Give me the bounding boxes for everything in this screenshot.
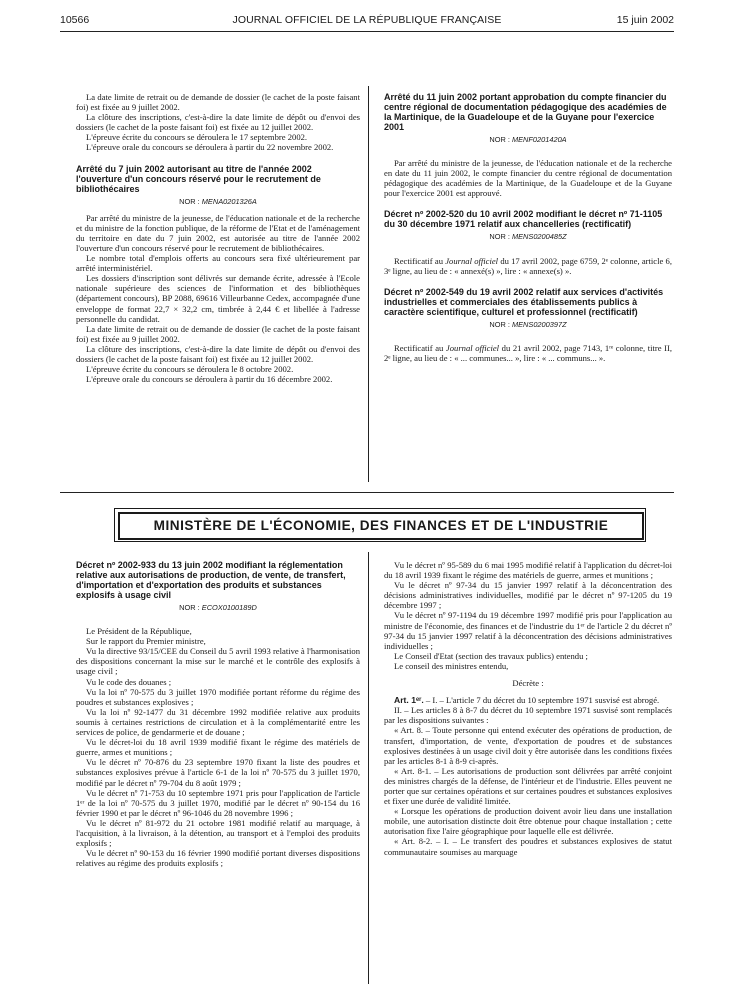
page-header — [60, 12, 674, 28]
bottom-left-column — [76, 560, 360, 868]
issue-date: 15 juin 2002 — [616, 14, 674, 26]
paragraph: Vu le décret nº 70-876 du 23 septembre 1970 fixant la liste des poudres et substances explosives prévue à l'article 6-1 de la loi nº 70-575 du 3 juillet 1970, modifié par le décret nº 79-704 du 8 août 1979 ; — [76, 757, 360, 788]
column-divider-top — [368, 86, 369, 482]
nor-code: ECOX0100189D — [201, 603, 257, 612]
article-label: Art. 1ᵉʳ. — [394, 695, 424, 706]
article-title: Décret nº 2002-933 du 13 juin 2002 modifiant la réglementation relative aux autorisations de production, de vente, de transfert, d'importation et d'exportation des produits et substances explosifs à usage civil — [76, 560, 346, 600]
paragraph: Le conseil des ministres entendu, — [394, 660, 509, 671]
paragraph: « Art. 8. – Toute personne qui entend exécuter des opérations de production, de transfert, d'importation, de vente, d'exportation de poudres et de substances explosives destinées à un usage civil doit y être autorisée dans les conditions fixées par les articles 8-1 à 8-9 ci-après. — [384, 725, 672, 766]
header-rule — [60, 31, 674, 32]
top-left-column — [76, 92, 360, 384]
article-title: Décret nº 2002-549 du 19 avril 2002 relatif aux services d'activités industrielles et commerciales des établissements publics à caractère scientifique, culturel et professionnel (rectificatif) — [384, 286, 664, 317]
paragraph: Vu le décret nº 95-589 du 6 mai 1995 modifié relatif à l'application du décret-loi du 18 avril 1939 fixant le régime des matériels de guerre, armes et munitions ; — [384, 560, 672, 581]
paragraph: Par arrêté du ministre de la jeunesse, de l'éducation nationale et de la recherche et du ministre de la fonction publique, de la réforme de l'Etat et de l'aménagement du territoire en date du 7 juin 2002, est autorisée au titre de l'année 2002 l'ouverture d'un concours réservé pour le recrutement de bibliothécaires. — [76, 212, 360, 253]
paragraph: II. – Les articles 8 à 8-7 du décret du 10 septembre 1971 susvisé sont remplacés par les dispositions suivantes : — [384, 705, 672, 726]
paragraph: Vu le décret nº 97-1194 du 19 décembre 1997 modifié pris pour l'application au ministre de l'économie, des finances et de l'industrie du 1ᵉʳ de l'article 2 du décret nº 97-34 du 15 janvier 1997 relatif à la déconcentration des décisions administratives individuelles ; — [384, 610, 672, 651]
column-divider-bottom — [368, 552, 369, 984]
article-title: Arrêté du 11 juin 2002 portant approbation du compte financier du centre régional de documentation pédagogique des académies de la Martinique, de la Guadeloupe et de la Guyane pour l'exercice 2001 — [384, 92, 667, 132]
paragraph: La clôture des inscriptions, c'est-à-dire la date limite de dépôt ou d'envoi des dossiers (le cachet de la poste faisant foi) est fixée au 12 juillet 2002. — [76, 112, 360, 133]
paragraph: La clôture des inscriptions, c'est-à-dire la date limite de dépôt ou d'envoi des dossiers (le cachet de la poste faisant foi) est fixée au 12 juillet 2002. — [76, 343, 360, 364]
paragraph: Les dossiers d'inscription sont délivrés sur demande écrite, adressée à l'Ecole nationale supérieure des sciences de l'information et des bibliothèques (département concours), BP 2088, 69616 Villeurbanne Cedex, accompagnée d'une enveloppe de format 22,7 × 32,2 cm, timbrée à 2,44 € et libellée à l'adresse personnelle du candidat. — [76, 273, 360, 324]
paragraph: Sur le rapport du Premier ministre, — [86, 636, 206, 647]
nor-code: MENF0201420A — [511, 135, 567, 144]
nor-reference: NOR : MENS0200485Z — [489, 232, 567, 242]
paragraph: Vu la loi nº 70-575 du 3 juillet 1970 modifiée portant réforme du régime des poudres et substances explosives ; — [76, 686, 360, 707]
paragraph: Vu le code des douanes ; — [86, 676, 172, 687]
article-title: Arrêté du 7 juin 2002 autorisant au titre de l'année 2002 l'ouverture d'un concours réservé pour le recrutement de bibliothécaires — [76, 163, 321, 194]
article-1: Art. 1ᵉʳ. – I. – L'article 7 du décret du 10 septembre 1971 susvisé est abrogé. — [394, 695, 660, 706]
paragraph: « Lorsque les opérations de production doivent avoir lieu dans une installation mobile, une autorisation distincte doit être obtenue pour chaque installation ; cette autorisation fixe l'aire géographique pour laquelle elle est délivrée. — [384, 806, 672, 837]
ministry-banner: MINISTÈRE DE L'ÉCONOMIE, DES FINANCES ET DE L'INDUSTRIE — [118, 512, 644, 540]
paragraph: Vu le décret nº 71-753 du 10 septembre 1971 pris pour l'application de l'article 1ᵉʳ de la loi nº 70-575 du 3 juillet 1970, modifié par le décret nº 90-154 du 16 février 1990 et par le décret nº 96-1046 du 28 novembre 1996 ; — [76, 787, 360, 818]
paragraph: Vu le décret nº 97-34 du 15 janvier 1997 relatif à la déconcentration des décisions administratives individuelles, modifié par le décret nº 97-1205 du 19 décembre 1997 ; — [384, 580, 672, 611]
paragraph: La date limite de retrait ou de demande de dossier (le cachet de la poste faisant foi) est fixée au 9 juillet 2002. — [76, 92, 360, 113]
paragraph: L'épreuve orale du concours se déroulera à partir du 16 décembre 2002. — [86, 374, 333, 385]
paragraph: Le Président de la République, — [86, 626, 192, 637]
nor-code: MENA0201326A — [201, 196, 257, 206]
bottom-right-column — [384, 560, 672, 857]
paragraph: Par arrêté du ministre de la jeunesse, de l'éducation nationale et de la recherche en date du 11 juin 2002, le compte financier du centre régional de documentation pédagogique des académies de la Martinique, de la Guadeloupe et de la Guyane pour l'exercice 2001 est approuvé. — [384, 158, 672, 199]
paragraph: « Art. 8-1. – Les autorisations de production sont délivrées par arrêté conjoint des ministres chargés de la défense, de l'intérieur et de l'industrie. Elles peuvent ne porter que sur certaines opérations et sur certaines poudres et substances explosives et fixer une durée de validité limitée. — [384, 765, 672, 807]
paragraph: L'épreuve orale du concours se déroulera à partir du 22 novembre 2002. — [86, 142, 334, 153]
journal-title: JOURNAL OFFICIEL DE LA RÉPUBLIQUE FRANÇAISE — [232, 14, 502, 26]
nor-reference: NOR : MENF0201420A — [489, 135, 567, 144]
top-right-column — [384, 92, 672, 363]
paragraph: Vu le décret-loi du 18 avril 1939 modifié fixant le régime des matériels de guerre, armes et munitions ; — [76, 737, 360, 758]
page-number: 10566 — [60, 14, 90, 26]
paragraph: La date limite de retrait ou de demande de dossier (le cachet de la poste faisant foi) est fixée au 9 juillet 2002. — [76, 323, 360, 344]
paragraph: Le Conseil d'Etat (section des travaux publics) entendu ; — [394, 650, 588, 661]
article-title: Décret nº 2002-520 du 10 avril 2002 modifiant le décret nº 71-1105 du 30 décembre 1971 relatif aux chancelleries (rectificatif) — [384, 209, 663, 230]
paragraph: Rectificatif au Journal officiel du 21 avril 2002, page 7143, 1ʳᵉ colonne, titre II, 2ᵉ ligne, au lieu de : « ... communes... », lire : « ... communs... ». — [384, 342, 672, 363]
nor-reference: NOR : ECOX0100189D — [179, 603, 257, 612]
nor-reference: NOR : MENA0201326A — [179, 196, 257, 206]
decrete-heading: Décrète : — [512, 678, 544, 689]
paragraph: Vu la loi nº 92-1477 du 31 décembre 1992 modifiée relative aux produits soumis à certaines restrictions de circulation et à la complémentarité entre les services de police, de gendarmerie et de douane ; — [76, 706, 360, 738]
paragraph: Vu le décret nº 81-972 du 21 octobre 1981 modifié relatif au marquage, à l'acquisition, à la livraison, à la détention, au transport et à l'emploi des produits explosifs ; — [76, 817, 360, 849]
paragraph: L'épreuve écrite du concours se déroulera le 17 septembre 2002. — [86, 132, 308, 143]
section-rule — [60, 492, 674, 493]
paragraph: Rectificatif au Journal officiel du 17 avril 2002, page 6759, 2ᵉ colonne, article 6, 3ᵉ ligne, au lieu de : « annexé(s) », lire : « annexe(s) ». — [384, 255, 672, 276]
paragraph: L'épreuve écrite du concours se déroulera le 8 octobre 2002. — [86, 364, 294, 375]
paragraph: Vu le décret nº 90-153 du 16 février 1990 modifié portant diverses dispositions relatives au régime des produits explosifs ; — [76, 848, 360, 869]
paragraph: Le nombre total d'emplois offerts au concours sera fixé ultérieurement par arrêté interministériel. — [76, 253, 360, 274]
paragraph: « Art. 8-2. – I. – Le transfert des poudres et substances explosives de statut communautaire soumises au marquage — [384, 836, 672, 857]
nor-reference: NOR : MENS0200397Z — [489, 319, 567, 329]
nor-code: MENS0200485Z — [511, 232, 567, 242]
nor-code: MENS0200397Z — [511, 319, 567, 329]
paragraph: Vu la directive 93/15/CEE du Conseil du 5 avril 1993 relative à l'harmonisation des dispositions concernant la mise sur le marché et le contrôle des explosifs à usage civil ; — [76, 646, 360, 677]
